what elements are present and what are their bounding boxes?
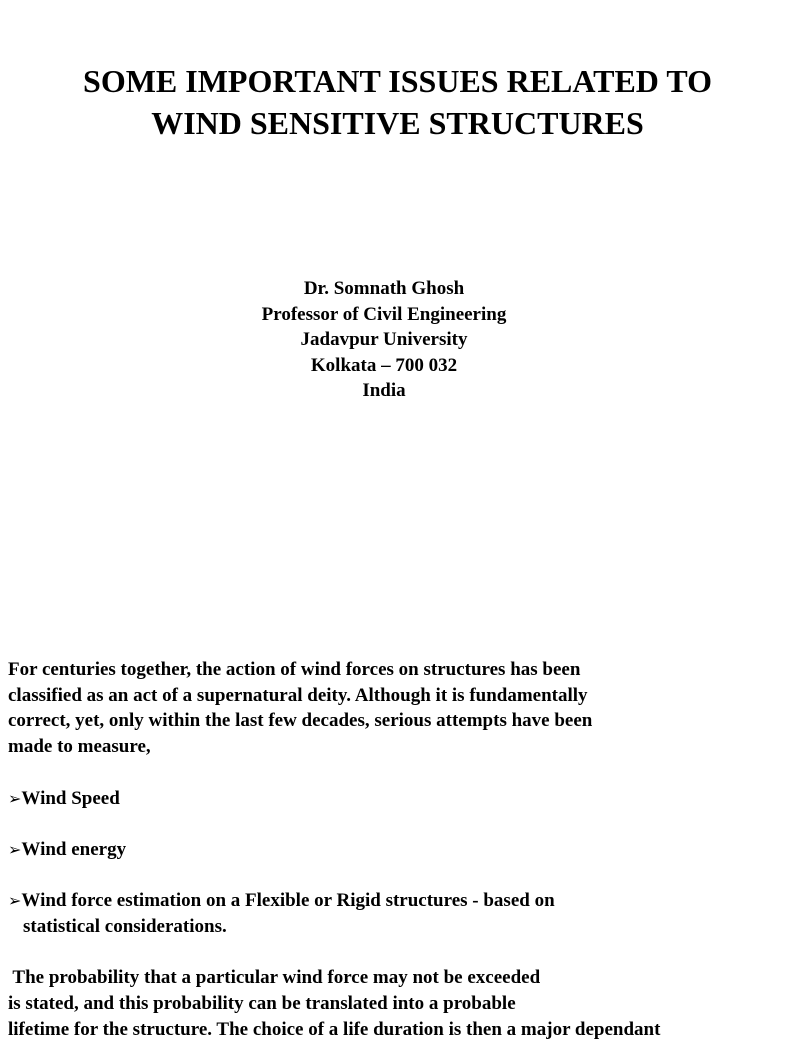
closing-line: is stated, and this probability can be translated into a probable	[8, 993, 516, 1015]
arrow-bullet-icon: ➢	[8, 788, 22, 808]
bullet-item-wind-force	[8, 888, 768, 914]
spacer	[8, 811, 768, 837]
title-line-1: SOME IMPORTANT ISSUES RELATED TO	[83, 63, 712, 99]
bullet-text: Wind force estimation on a Flexible or Rigid structures - based on	[21, 890, 555, 912]
intro-line: made to measure,	[8, 736, 151, 758]
title-line-2: WIND SENSITIVE STRUCTURES	[151, 105, 644, 141]
intro-paragraph	[8, 657, 768, 760]
bullet-text: Wind energy	[21, 838, 127, 860]
closing-line: lifetime for the structure. The choice of a life duration is then a major dependant	[8, 1018, 661, 1040]
arrow-bullet-icon: ➢	[8, 839, 22, 859]
author-position: Professor of Civil Engineering	[261, 303, 507, 325]
closing-line: The probability that a particular wind force may not be exceeded	[8, 967, 541, 989]
document-title	[0, 60, 795, 144]
spacer	[8, 760, 768, 786]
bullet-continuation: statistical considerations.	[23, 915, 227, 937]
bullet-item-wind-energy	[8, 837, 768, 863]
spacer	[8, 863, 768, 889]
author-block	[0, 276, 768, 404]
arrow-bullet-icon: ➢	[8, 891, 22, 911]
intro-line: classified as an act of a supernatural deity. Although it is fundamentally	[8, 684, 588, 706]
author-name: Dr. Somnath Ghosh	[303, 278, 465, 299]
intro-line: correct, yet, only within the last few decades, serious attempts have been	[8, 710, 593, 732]
bullet-item-wind-speed	[8, 786, 768, 812]
body-text	[8, 657, 768, 1042]
bullet-text: Wind Speed	[21, 787, 120, 809]
author-city: Kolkata – 700 032	[310, 354, 458, 376]
closing-paragraph	[8, 965, 768, 1042]
author-university: Jadavpur University	[300, 329, 468, 350]
spacer	[8, 940, 768, 966]
author-country: India	[362, 380, 406, 401]
intro-line: For centuries together, the action of wind forces on structures has been	[8, 659, 581, 680]
